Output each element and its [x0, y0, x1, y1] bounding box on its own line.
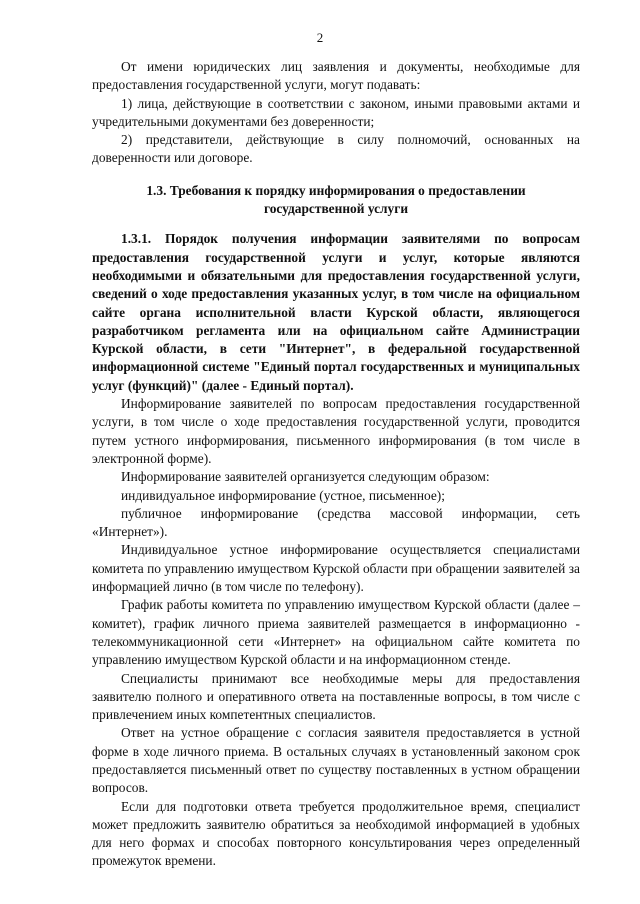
section-heading: 1.3. Требования к порядку информирования о предоставлении государственной услуги	[146, 182, 526, 217]
body-paragraph: Специалисты принимают все необходимые меры для предоставления заявителю полного и оперативного ответа на поставленные вопросы, в том числе с привлечением иных компетентных специалистов.	[92, 670, 580, 723]
body-paragraph: Если для подготовки ответа требуется продолжительное время, специалист может предложить заявителю обратиться за необходимой информацией в удобных для него формах и способах повторного консультирования через определенный промежуток времени.	[92, 798, 580, 869]
body-paragraph: Индивидуальное устное информирование осуществляется специалистами комитета по управлению имуществом Курской области при обращении заявителей за информацией лично (в том числе по телефону).	[92, 542, 580, 595]
body-paragraph: индивидуальное информирование (устное, письменное);	[121, 487, 445, 503]
body-paragraph: Информирование заявителей организуется следующим образом:	[121, 469, 490, 485]
subsection-paragraph: 1.3.1. Порядок получения информации заявителями по вопросам предоставления государственной услуги и услуг, которые являются необходимыми и обязательными для предоставления государственной услуги, сведений о ходе предоставления указанных услуг, в том числе на официальном сайте органа исполнительной власти Курской области, являющегося разработчиком регламента или на официальном сайте Администрации Курской области, в сети "Интернет", в федеральной государственной информационной системе "Единый портал государственных и муниципальных услуг (функций)" (далее - Единый портал).	[92, 231, 580, 393]
intro-list-item: 2) представители, действующие в силу полномочий, основанных на доверенности или договоре.	[92, 132, 580, 166]
intro-paragraph: От имени юридических лиц заявления и документы, необходимые для предоставления государственной услуги, могут подавать:	[92, 59, 580, 93]
document-body	[92, 58, 580, 871]
body-paragraph: График работы комитета по управлению имуществом Курской области (далее – комитет), график личного приема заявителей размещается в информационно - телекоммуникационной сети «Интернет» на официальном сайте комитета по управлению имуществом Курской области и на информационном стенде.	[92, 597, 580, 668]
intro-list-item: 1) лица, действующие в соответствии с законом, иными правовыми актами и учредительными документами без доверенности;	[92, 95, 580, 129]
body-paragraph: Информирование заявителей по вопросам предоставления государственной услуги, в том числе о ходе предоставления государственной услуги, проводится путем устного информирования, письменного информирования (в том числе в электронной форме).	[92, 396, 580, 466]
body-paragraph: публичное информирование (средства массовой информации, сеть «Интернет»).	[92, 505, 580, 540]
body-paragraph: Ответ на устное обращение с согласия заявителя предоставляется в устной форме в ходе личного приема. В остальных случаях в установленный законом срок предоставляется письменный ответ по существу поставленных в устном обращении вопросов.	[92, 725, 580, 796]
page-number: 2	[316, 30, 324, 45]
